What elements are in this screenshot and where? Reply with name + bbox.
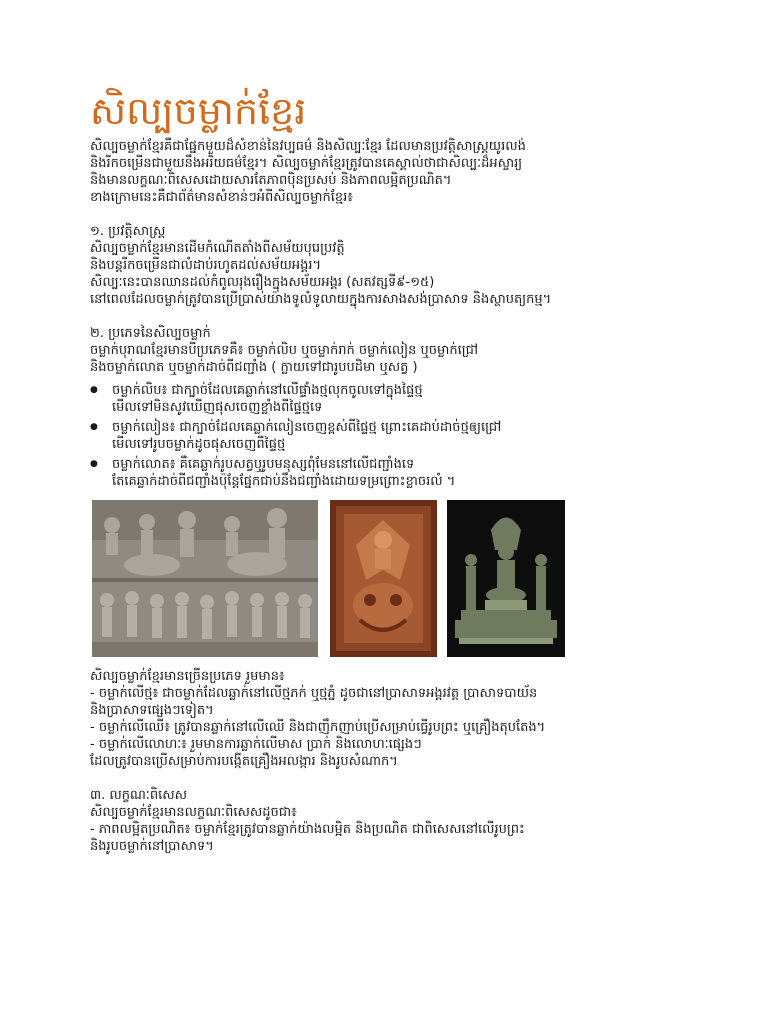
section-types: [90, 325, 690, 490]
bas-relief-image: [92, 500, 318, 657]
text-line: ដែលត្រូវបានប្រើសម្រាប់ការបង្កើតគ្រឿងអលង្ការ និងរូបសំណាក។: [90, 754, 398, 769]
list-item: [112, 456, 690, 490]
bullet-line: ● ចម្លាក់លៀន៖ ជាក្បាច់ដែលគេឆ្លាក់លៀនចេញខ្ពស់ពីផ្ទៃថ្ម ព្រោះគេដាប់ដាច់ថ្មឲ្យជ្រៅ: [112, 420, 502, 435]
section-history: [90, 223, 690, 308]
text-line: និងប្រាសាទផ្សេងៗទៀត។: [90, 703, 214, 718]
intro-line: ខាងក្រោមនេះគឺជាព័ត៌មានសំខាន់ៗអំពីសិល្បចម្លាក់ខ្មែរ៖: [90, 190, 353, 205]
bullet-line: ● ចម្លាក់លិប៖ ជាក្បាច់ដែលគេឆ្លាក់នៅលើផ្ទាំងថ្មលុកចូលទៅក្នុងផ្ទៃថ្ម: [112, 383, 423, 398]
text-line: - ចម្លាក់លើលោហៈ៖ រួមមានការឆ្លាក់លើមាស ប្រាក់ និងលោហៈផ្សេងៗ: [90, 737, 422, 752]
section-features: [90, 787, 690, 855]
carved-lintel-image: [330, 500, 437, 657]
page-title: សិល្បចម្លាក់ខ្មែរ: [90, 89, 307, 133]
types-bullet-list: [90, 382, 690, 490]
intro-line: សិល្បចម្លាក់ខ្មែរគឺជាផ្នែកមួយដ៏សំខាន់នៃវប្បធម៌ និងសិល្បៈខ្មែរ ដែលមានប្រវត្តិសាស្ត្រយូរលង់: [90, 139, 526, 154]
bronze-statue-image: [447, 500, 565, 657]
text-line: - ភាពលម្អិតប្រណិត៖ ចម្លាក់ខ្មែរត្រូវបានឆ្លាក់យ៉ាងលម្អិត និងប្រណិត ជាពិសេសនៅលើរូបព្រះ: [90, 822, 525, 837]
bullet-line: មើលទៅមិនសូវឃើញផុសចេញខ្លាំងពីផ្ទៃថ្មទេ: [112, 400, 323, 415]
bullet-line: មើលទៅរូបចម្លាក់ដូចផុសចេញពីផ្ទៃថ្ម: [112, 437, 286, 452]
bullet-line: តែគេឆ្លាក់ដាច់ពីជញ្ជាំងប៉ុន្តែផ្នែកជាប់នឹងជញ្ជាំងដោយទម្រព្រោះខ្លាចរលំ ។: [112, 474, 456, 489]
text-line: សិល្បចម្លាក់ខ្មែរមានច្រើនប្រភេទ រួមមាន៖: [90, 669, 285, 684]
text-line: សិល្បចម្លាក់ខ្មែរមានលក្ខណៈពិសេសដូចជា៖: [90, 805, 297, 820]
section-heading: ៣. លក្ខណៈពិសេស: [90, 788, 187, 803]
text-line: - ចម្លាក់លើឈើ៖ ត្រូវបានឆ្លាក់នៅលើឈើ និងជាញឹកញាប់ប្រើសម្រាប់ធ្វើរូបព្រះ ឬគ្រឿងតុបតែង។: [90, 720, 546, 735]
intro-line: និងរីកចម្រើនជាមួយនឹងអរិយធម៌ខ្មែរ។ សិល្បចម្លាក់ខ្មែរត្រូវបានគេស្គាល់ថាជាសិល្បៈដ៏អស្ចារ្យ: [90, 156, 523, 171]
text-line: នៅពេលដែលចម្លាក់ត្រូវបានប្រើប្រាស់យ៉ាងទូលំទូលាយក្នុងការសាងសង់ប្រាសាទ និងស្ថាបត្យកម្ម។: [90, 292, 552, 307]
text-line: និងចម្លាក់លោត ឬចម្លាក់ដាច់ពីជញ្ជាំង ( ក្លាយទៅជារូបបដិមា ឬសត្វ ): [90, 360, 418, 375]
sculpture-kinds: [90, 668, 690, 770]
text-line: សិល្បចម្លាក់ខ្មែរមានដើមកំណើតតាំងពីសម័យបុរេប្រវត្តិ: [90, 241, 345, 256]
text-line: និងរូបចម្លាក់នៅប្រាសាទ។: [90, 839, 214, 854]
intro-paragraph: [90, 138, 690, 206]
section-heading: ២. ប្រភេទនៃសិល្បចម្លាក់: [90, 326, 211, 341]
text-line: សិល្បៈនេះបានឈានដល់កំពូលរុងរឿងក្នុងសម័យអង្គរ (សតវត្សទី៩-១៥): [90, 275, 435, 290]
image-row: [90, 500, 690, 662]
text-line: និងបន្តរីកចម្រើនជាលំដាប់រហូតដល់សម័យអង្គរ។: [90, 258, 322, 273]
text-line: - ចម្លាក់លើថ្ម៖ ជាចម្លាក់ដែលឆ្លាក់នៅលើថ្មភក់ ឬថ្មភ្នំ ដូចជានៅប្រាសាទអង្គរវត្ត ប្រាសាទបាយ័ន: [90, 686, 538, 701]
list-item: [112, 419, 690, 453]
list-item: [112, 382, 690, 416]
bullet-line: ● ចម្លាក់លោត៖ គឺគេឆ្លាក់រូបសត្វឬរូបមនុស្សពុំមែននៅលើជញ្ជាំងទេ: [112, 457, 415, 472]
section-heading: ១. ប្រវត្តិសាស្ត្រ: [90, 224, 166, 239]
document-page: [90, 88, 690, 855]
intro-line: និងមានលក្ខណៈពិសេសដោយសារតែភាពប៉ិនប្រសប់ និងភាពលម្អិតប្រណិត។: [90, 173, 452, 188]
text-line: ចម្លាក់បុរាណខ្មែរមានបីប្រភេទគឺ៖ ចម្លាក់លិប ឬចម្លាក់រាក់ ចម្លាក់លៀន ឬចម្លាក់ជ្រៅ: [90, 343, 479, 358]
